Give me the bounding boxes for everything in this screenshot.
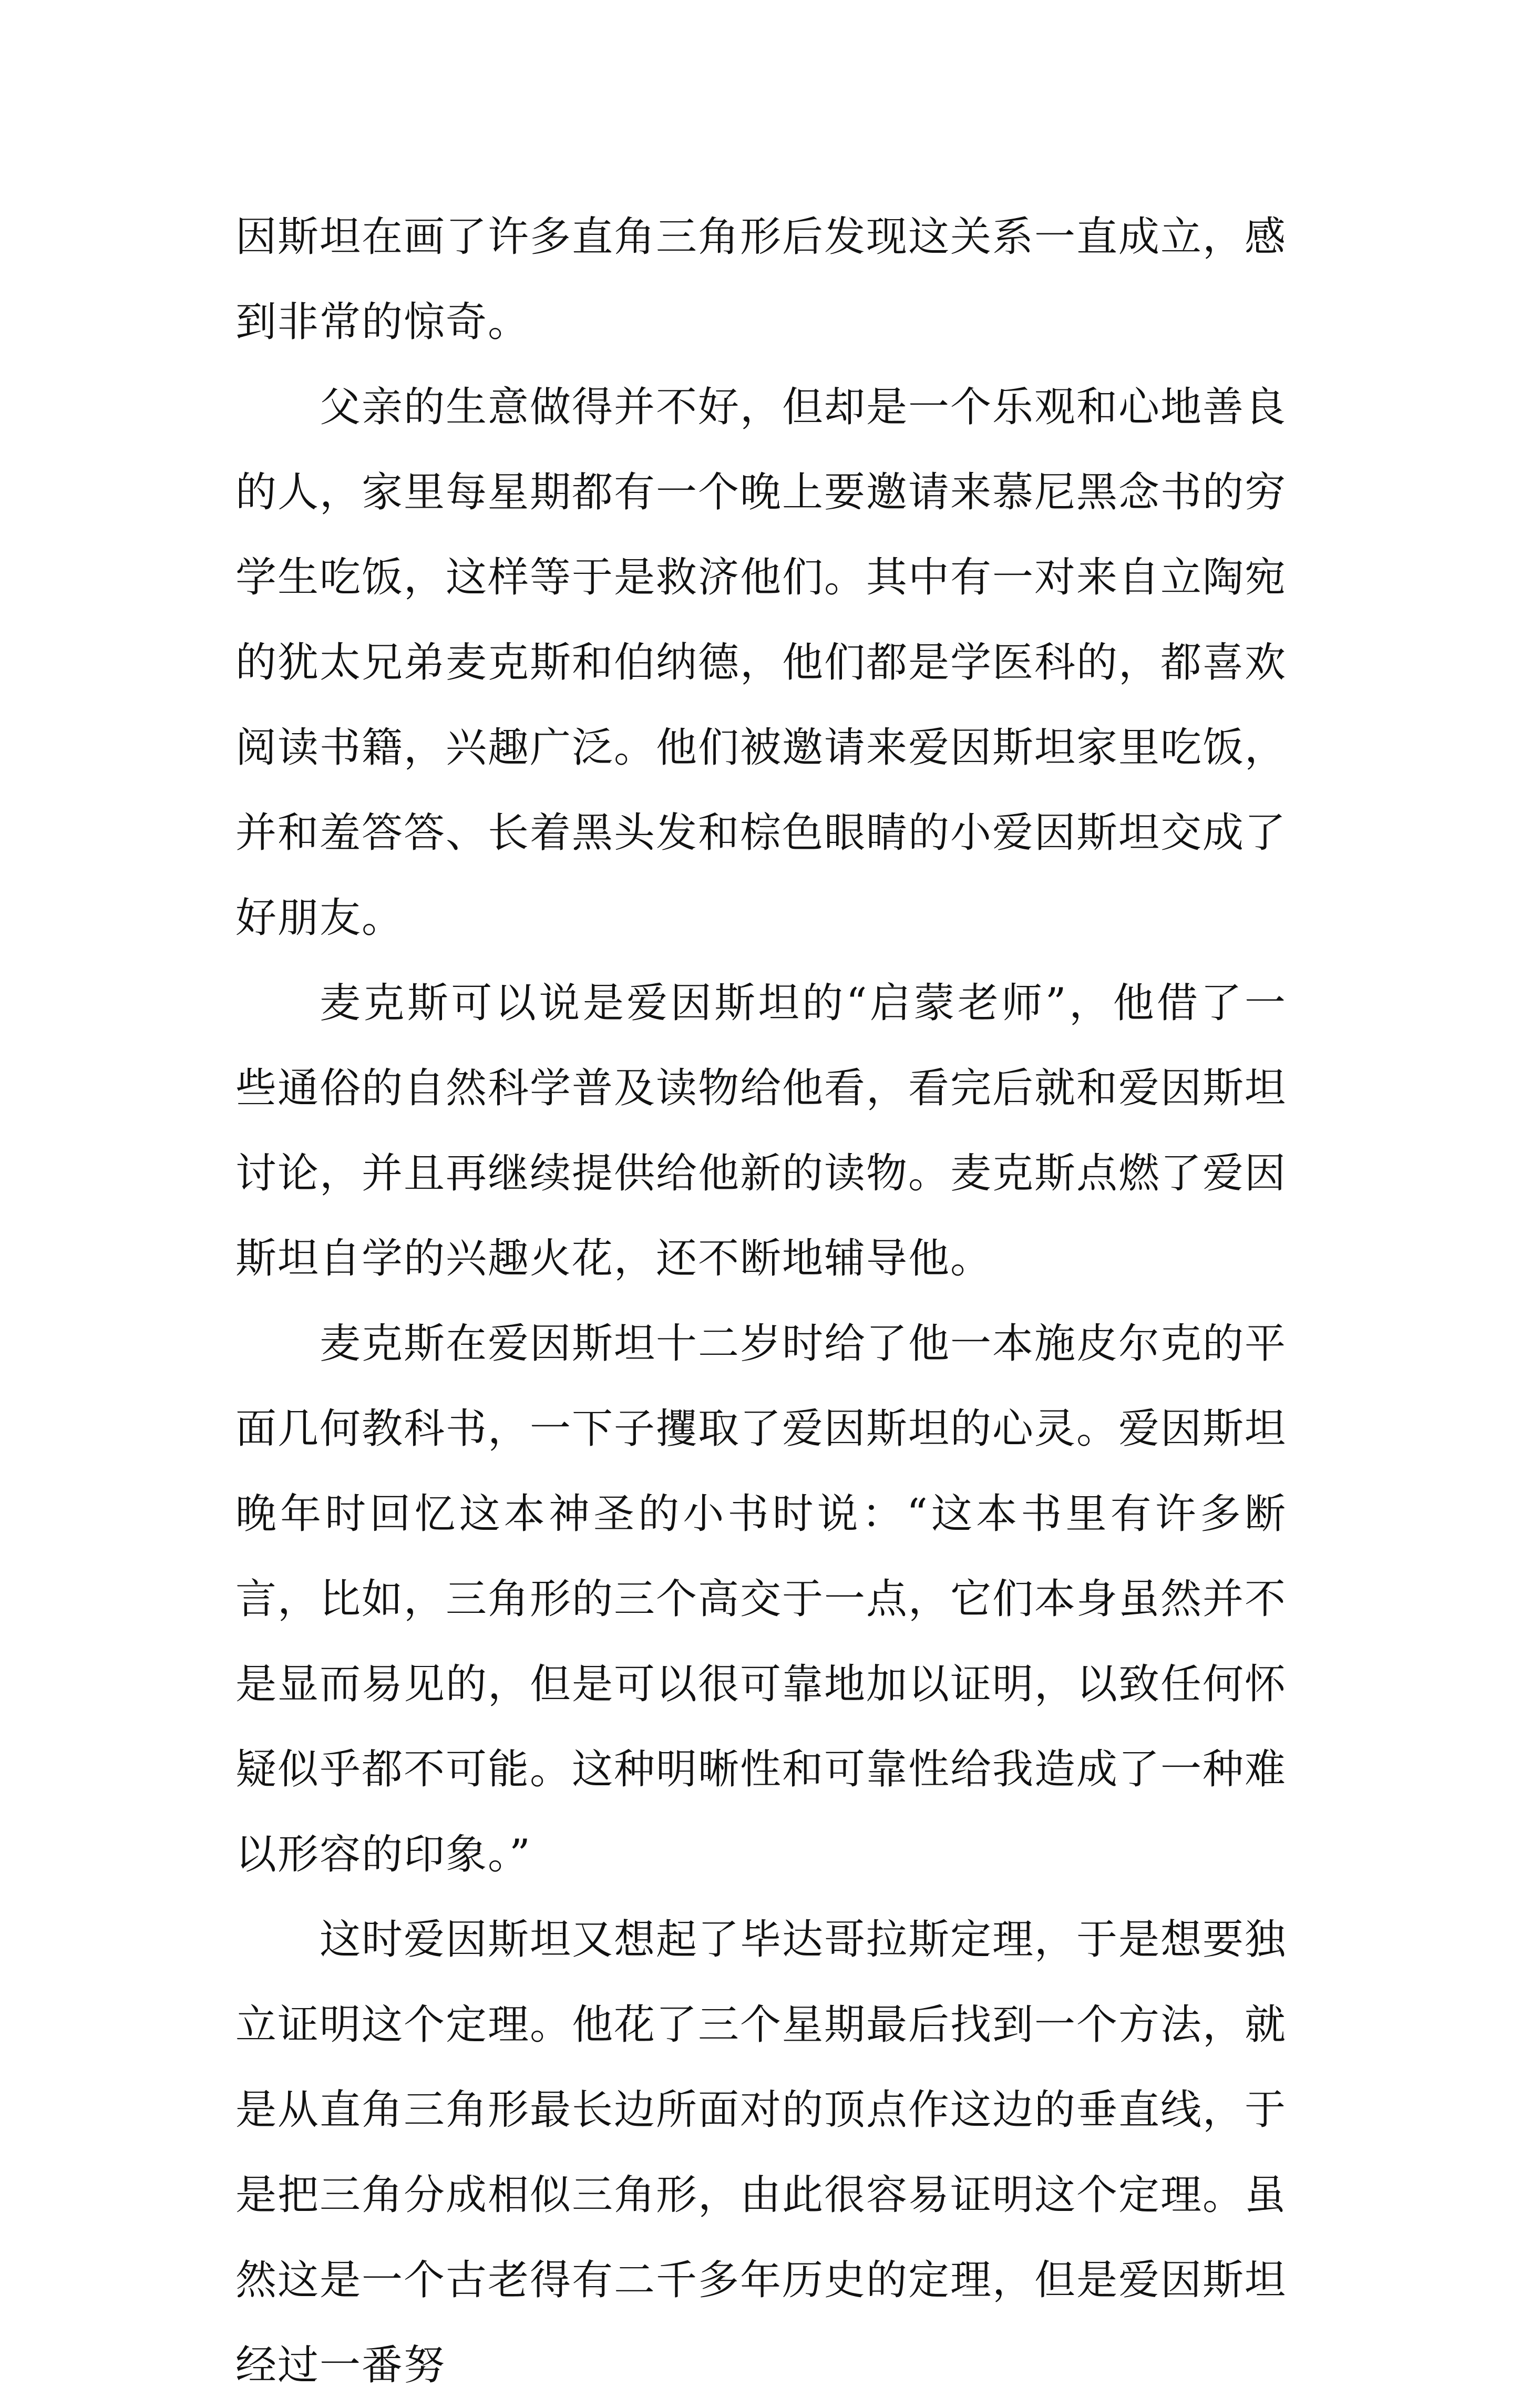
paragraph-5: 这时爱因斯坦又想起了毕达哥拉斯定理，于是想要独立证明这个定理。他花了三个星期最后找到一个方法，就是从直角三角形最长边所面对的顶点作这边的垂直线，于是把三角分成相似三角形，由此很容易证明这个定理。虽然这是一个古老得有二千多年历史的定理，但是爱因斯坦经过一番努 bbox=[235, 1916, 1287, 2389]
paragraph-3: 麦克斯可以说是爱因斯坦的“启蒙老师”，他借了一些通俗的自然科学普及读物给他看，看完后就和爱因斯坦讨论，并且再继续提供给他新的读物。麦克斯点燃了爱因斯坦自学的兴趣火花，还不断地辅导他。 bbox=[235, 980, 1287, 1282]
paragraph-2: 父亲的生意做得并不好，但却是一个乐观和心地善良的人，家里每星期都有一个晚上要邀请来慕尼黑念书的穷学生吃饭，这样等于是救济他们。其中有一对来自立陶宛的犹太兄弟麦克斯和伯纳德，他们都是学医科的，都喜欢阅读书籍，兴趣广泛。他们被邀请来爱因斯坦家里吃饭，并和羞答答、长着黑头发和棕色眼睛的小爱因斯坦交成了好朋友。 bbox=[235, 384, 1287, 942]
paragraph-4: 麦克斯在爱因斯坦十二岁时给了他一本施皮尔克的平面几何教科书，一下子攫取了爱因斯坦的心灵。爱因斯坦晚年时回忆这本神圣的小书时说：“这本书里有许多断言，比如，三角形的三个高交于一点，它们本身虽然并不是显而易见的，但是可以很可靠地加以证明，以致任何怀疑似乎都不可能。这种明晰性和可靠性给我造成了一种难以形容的印象。” bbox=[235, 1320, 1287, 1878]
paragraph-1: 因斯坦在画了许多直角三角形后发现这关系一直成立，感到非常的惊奇。 bbox=[235, 213, 1287, 346]
document-page bbox=[235, 194, 1287, 2408]
